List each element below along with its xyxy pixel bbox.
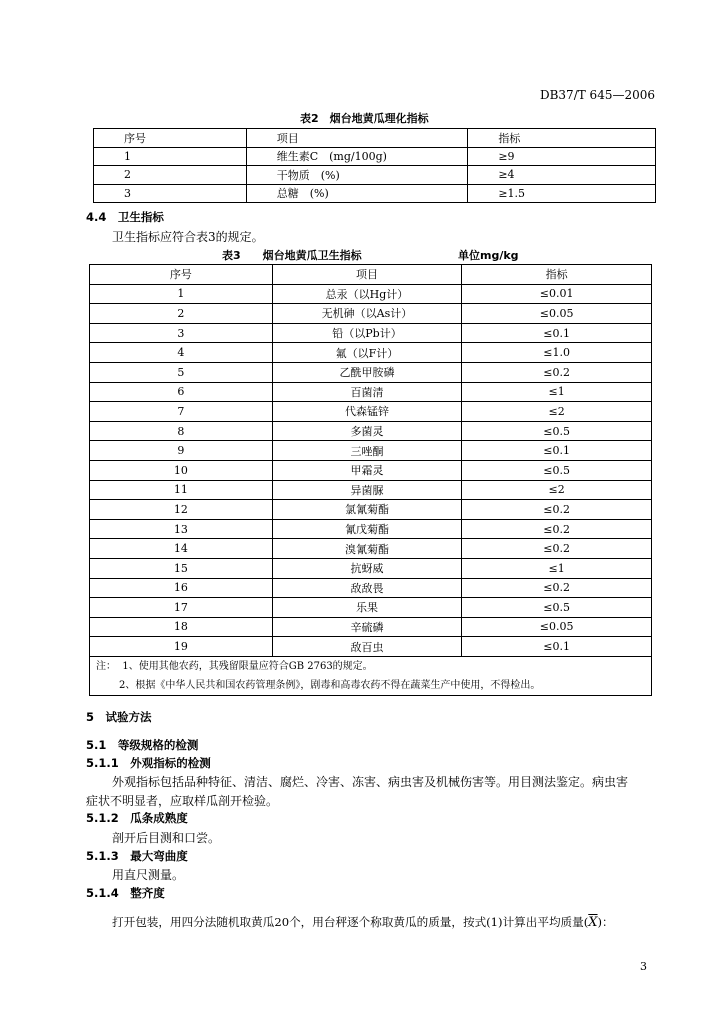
note-2: 2、根据《中华人民共和国农药管理条例》，剧毒和高毒农药不得在蔬菜生产中使用，不得检出。 — [119, 679, 541, 691]
table-row — [90, 558, 652, 578]
table-cell: 2 — [94, 166, 247, 185]
section-4-4-text: 卫生指标应符合表3的规定。 — [112, 230, 264, 244]
note-line-1 — [96, 657, 651, 676]
table-cell: ≥1.5 — [468, 184, 656, 203]
table-cell: 多菌灵 — [272, 421, 462, 441]
section-5-1-4-text — [112, 914, 614, 930]
header-cell: 项目 — [246, 129, 468, 148]
table-cell: 1 — [90, 284, 273, 304]
table-row — [90, 323, 652, 343]
table-cell: 11 — [90, 480, 273, 500]
table2 — [93, 128, 656, 203]
header-cell: 指标 — [468, 129, 656, 148]
table-row — [90, 637, 652, 657]
table-cell: ≤0.1 — [462, 441, 652, 461]
section-5-1-2-text: 剖开后目测和口尝。 — [112, 831, 221, 845]
table2-caption: 表2 烟台地黄瓜理化指标 — [300, 112, 429, 125]
table-cell: 7 — [90, 402, 273, 422]
table-cell: ≤0.05 — [462, 617, 652, 637]
table-cell: 乙酰甲胺磷 — [272, 362, 462, 382]
header-cell: 指标 — [462, 265, 652, 285]
table-row — [94, 147, 656, 166]
table-cell: ≥9 — [468, 147, 656, 166]
table-cell: ≤0.2 — [462, 500, 652, 520]
section-5-1-1-text-line2: 症状不明显者，应取样瓜剖开检验。 — [86, 794, 279, 808]
table-cell: ≤0.2 — [462, 578, 652, 598]
table-cell: 18 — [90, 617, 273, 637]
section-5-1-4-text-end: )： — [597, 915, 614, 929]
table-cell: 抗蚜威 — [272, 558, 462, 578]
table-cell: 16 — [90, 578, 273, 598]
table-row — [90, 441, 652, 461]
section-5-heading: 5 试验方法 — [86, 710, 152, 724]
table-cell: ≤0.5 — [462, 421, 652, 441]
table-row — [94, 184, 656, 203]
table-row — [90, 578, 652, 598]
table-cell: 辛硫磷 — [272, 617, 462, 637]
table-cell: ≤1.0 — [462, 343, 652, 363]
header-cell: 项目 — [272, 265, 462, 285]
table-cell: 总汞（以Hg计） — [272, 284, 462, 304]
table-cell: ≥4 — [468, 166, 656, 185]
table3 — [89, 264, 652, 696]
table-cell: 6 — [90, 382, 273, 402]
table-cell: 10 — [90, 460, 273, 480]
table-cell: 2 — [90, 304, 273, 324]
table-row — [90, 382, 652, 402]
section-5-1-4-heading: 5.1.4 整齐度 — [86, 886, 165, 900]
table-cell: ≤1 — [462, 558, 652, 578]
section-5-1-2-heading: 5.1.2 瓜条成熟度 — [86, 811, 188, 825]
page-number: 3 — [640, 960, 647, 973]
table-cell: 氯氰菊酯 — [272, 500, 462, 520]
section-5-1-heading: 5.1 等级规格的检测 — [86, 738, 199, 752]
table-cell: 13 — [90, 519, 273, 539]
table-cell: 17 — [90, 598, 273, 618]
table-row — [90, 304, 652, 324]
table-cell: 5 — [90, 362, 273, 382]
table-cell: ≤0.1 — [462, 323, 652, 343]
table-cell: 氰戊菊酯 — [272, 519, 462, 539]
table-cell: 无机砷（以As计） — [272, 304, 462, 324]
table-cell: 19 — [90, 637, 273, 657]
table-cell: 铅（以Pb计） — [272, 323, 462, 343]
section-5-1-3-text: 用直尺测量。 — [112, 868, 185, 882]
table-cell: ≤0.01 — [462, 284, 652, 304]
section-5-1-3-heading: 5.1.3 最大弯曲度 — [86, 849, 188, 863]
table-cell: ≤2 — [462, 480, 652, 500]
table-note — [90, 656, 652, 695]
table-cell: ≤0.2 — [462, 519, 652, 539]
table-cell: 3 — [94, 184, 247, 203]
note-line-2 — [96, 676, 651, 695]
table-row — [90, 362, 652, 382]
table-cell: 异菌脲 — [272, 480, 462, 500]
table-cell: 总糖 (%) — [246, 184, 468, 203]
table-cell: ≤0.2 — [462, 539, 652, 559]
mean-mass-symbol: $\overline{X}$ — [588, 915, 598, 930]
table-cell: 百菌清 — [272, 382, 462, 402]
table-note-row — [90, 656, 652, 695]
table-cell: ≤0.5 — [462, 460, 652, 480]
table-cell: 14 — [90, 539, 273, 559]
table-row — [90, 598, 652, 618]
table-cell: 维生素C (mg/100g) — [246, 147, 468, 166]
table-cell: 9 — [90, 441, 273, 461]
table-cell: 12 — [90, 500, 273, 520]
section-5-1-4-text-main: 打开包装，用四分法随机取黄瓜20个，用台秤逐个称取黄瓜的质量，按式(1)计算出平均质量( — [112, 915, 589, 929]
table-row — [90, 460, 652, 480]
table-cell: 4 — [90, 343, 273, 363]
table-row — [90, 421, 652, 441]
note-1: 1、使用其他农药，其残留限量应符合GB 2763的规定。 — [122, 660, 373, 672]
table-header-row — [94, 129, 656, 148]
table-row — [90, 500, 652, 520]
table-row — [90, 480, 652, 500]
table-cell: ≤0.1 — [462, 637, 652, 657]
header-cell: 序号 — [94, 129, 247, 148]
table-cell: ≤0.5 — [462, 598, 652, 618]
table-cell: 敌百虫 — [272, 637, 462, 657]
table-header-row — [90, 265, 652, 285]
table-cell: ≤0.05 — [462, 304, 652, 324]
table3-caption: 表3 烟台地黄瓜卫生指标 — [222, 249, 362, 262]
table-cell: 氟（以F计） — [272, 343, 462, 363]
table-cell: 代森锰锌 — [272, 402, 462, 422]
table-cell: 8 — [90, 421, 273, 441]
standard-code: DB37/T 645—2006 — [539, 88, 655, 102]
table-cell: 敌敌畏 — [272, 578, 462, 598]
table-row — [90, 519, 652, 539]
table-cell: ≤0.2 — [462, 362, 652, 382]
table3-unit: 单位mg/kg — [458, 249, 519, 262]
table-row — [90, 343, 652, 363]
table-row — [90, 284, 652, 304]
table-cell: 乐果 — [272, 598, 462, 618]
table-row — [90, 402, 652, 422]
table-row — [94, 166, 656, 185]
table-cell: 干物质 (%) — [246, 166, 468, 185]
section-5-1-1-text-line1: 外观指标包括品种特征、清洁、腐烂、冷害、冻害、病虫害及机械伤害等。用目测法鉴定。病虫害 — [112, 775, 629, 789]
header-cell: 序号 — [90, 265, 273, 285]
table-cell: ≤1 — [462, 382, 652, 402]
table-row — [90, 617, 652, 637]
section-4-4-heading: 4.4 卫生指标 — [86, 210, 164, 224]
table-cell: 三唑酮 — [272, 441, 462, 461]
table-cell: 1 — [94, 147, 247, 166]
section-5-1-1-heading: 5.1.1 外观指标的检测 — [86, 756, 211, 770]
table-cell: ≤2 — [462, 402, 652, 422]
table-row — [90, 539, 652, 559]
table-cell: 溴氰菊酯 — [272, 539, 462, 559]
note-label: 注： — [96, 660, 116, 672]
table-cell: 3 — [90, 323, 273, 343]
table-cell: 15 — [90, 558, 273, 578]
table-cell: 甲霜灵 — [272, 460, 462, 480]
